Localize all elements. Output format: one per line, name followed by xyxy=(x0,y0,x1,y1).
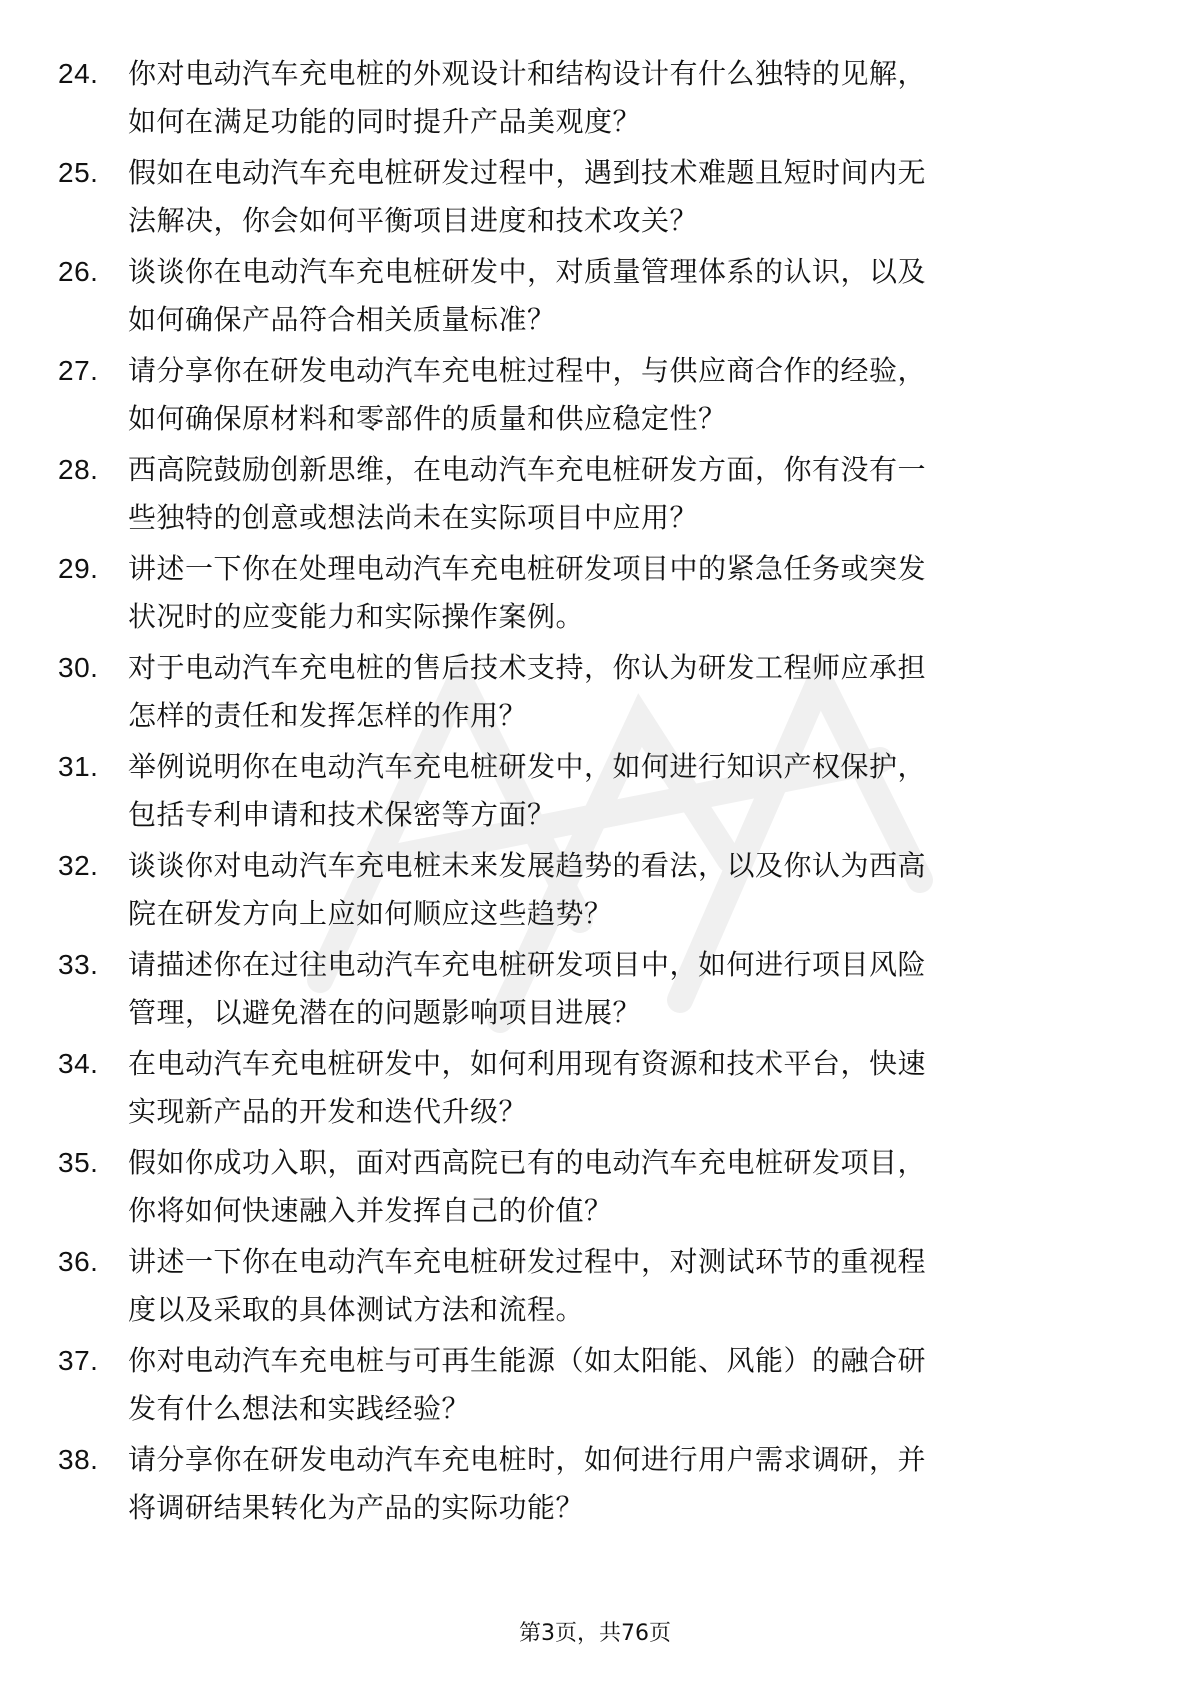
question-item xyxy=(58,842,1118,938)
page-footer: 第3页，共76页 xyxy=(519,1621,671,1646)
question-line: 在电动汽车充电桩研发中，如何利用现有资源和技术平台，快速 xyxy=(128,1047,927,1080)
question-line: 些独特的创意或想法尚未在实际项目中应用？ xyxy=(128,501,699,534)
question-line: 假如在电动汽车充电桩研发过程中，遇到技术难题且短时间内无 xyxy=(128,156,927,189)
question-line: 你将如何快速融入并发挥自己的价值？ xyxy=(128,1194,613,1227)
question-item xyxy=(58,1337,1118,1433)
question-number: 36. xyxy=(58,1246,99,1277)
question-line: 举例说明你在电动汽车充电桩研发中，如何进行知识产权保护， xyxy=(128,750,927,783)
question-item xyxy=(58,545,1118,641)
question-line: 实现新产品的开发和迭代升级？ xyxy=(128,1095,528,1128)
question-line: 假如你成功入职，面对西高院已有的电动汽车充电桩研发项目， xyxy=(128,1146,927,1179)
question-number: 31. xyxy=(58,751,99,782)
question-line: 西高院鼓励创新思维，在电动汽车充电桩研发方面，你有没有一 xyxy=(128,453,927,486)
question-line: 你对电动汽车充电桩的外观设计和结构设计有什么独特的见解， xyxy=(128,57,927,90)
question-item xyxy=(58,1040,1118,1136)
question-line: 如何在满足功能的同时提升产品美观度？ xyxy=(128,105,642,138)
question-number: 27. xyxy=(58,355,99,386)
question-number: 24. xyxy=(58,58,99,89)
question-item xyxy=(58,743,1118,839)
question-number: 28. xyxy=(58,454,99,485)
question-item xyxy=(58,941,1118,1037)
question-item xyxy=(58,50,1118,146)
question-line: 管理，以避免潜在的问题影响项目进展？ xyxy=(128,996,642,1029)
question-line: 请分享你在研发电动汽车充电桩时，如何进行用户需求调研，并 xyxy=(128,1443,927,1476)
question-line: 怎样的责任和发挥怎样的作用？ xyxy=(128,699,528,732)
question-line: 度以及采取的具体测试方法和流程。 xyxy=(128,1293,585,1326)
question-number: 26. xyxy=(58,256,99,287)
question-number: 37. xyxy=(58,1345,99,1376)
question-line: 你对电动汽车充电桩与可再生能源（如太阳能、风能）的融合研 xyxy=(128,1344,927,1377)
question-number: 25. xyxy=(58,157,99,188)
question-item xyxy=(58,1238,1118,1334)
question-item xyxy=(58,149,1118,245)
question-line: 谈谈你对电动汽车充电桩未来发展趋势的看法，以及你认为西高 xyxy=(128,849,927,882)
question-line: 状况时的应变能力和实际操作案例。 xyxy=(128,600,585,633)
question-line: 法解决，你会如何平衡项目进度和技术攻关？ xyxy=(128,204,699,237)
question-line: 讲述一下你在电动汽车充电桩研发过程中，对测试环节的重视程 xyxy=(128,1245,927,1278)
question-number: 38. xyxy=(58,1444,99,1475)
question-line: 院在研发方向上应如何顺应这些趋势？ xyxy=(128,897,613,930)
question-line: 发有什么想法和实践经验？ xyxy=(128,1392,471,1425)
question-number: 29. xyxy=(58,553,99,584)
question-item xyxy=(58,1139,1118,1235)
question-item xyxy=(58,1436,1118,1532)
question-line: 讲述一下你在处理电动汽车充电桩研发项目中的紧急任务或突发 xyxy=(128,552,927,585)
question-line: 对于电动汽车充电桩的售后技术支持，你认为研发工程师应承担 xyxy=(128,651,927,684)
question-item xyxy=(58,347,1118,443)
question-line: 谈谈你在电动汽车充电桩研发中，对质量管理体系的认识，以及 xyxy=(128,255,927,288)
question-number: 35. xyxy=(58,1147,99,1178)
question-item xyxy=(58,446,1118,542)
question-line: 包括专利申请和技术保密等方面？ xyxy=(128,798,556,831)
question-number: 30. xyxy=(58,652,99,683)
question-line: 如何确保原材料和零部件的质量和供应稳定性？ xyxy=(128,402,727,435)
question-line: 请描述你在过往电动汽车充电桩研发项目中，如何进行项目风险 xyxy=(128,948,927,981)
question-line: 请分享你在研发电动汽车充电桩过程中，与供应商合作的经验， xyxy=(128,354,927,387)
question-number: 33. xyxy=(58,949,99,980)
question-number: 34. xyxy=(58,1048,99,1079)
question-list xyxy=(58,50,1118,1535)
question-line: 如何确保产品符合相关质量标准？ xyxy=(128,303,556,336)
question-item xyxy=(58,644,1118,740)
question-line: 将调研结果转化为产品的实际功能？ xyxy=(128,1491,585,1524)
question-item xyxy=(58,248,1118,344)
question-number: 32. xyxy=(58,850,99,881)
